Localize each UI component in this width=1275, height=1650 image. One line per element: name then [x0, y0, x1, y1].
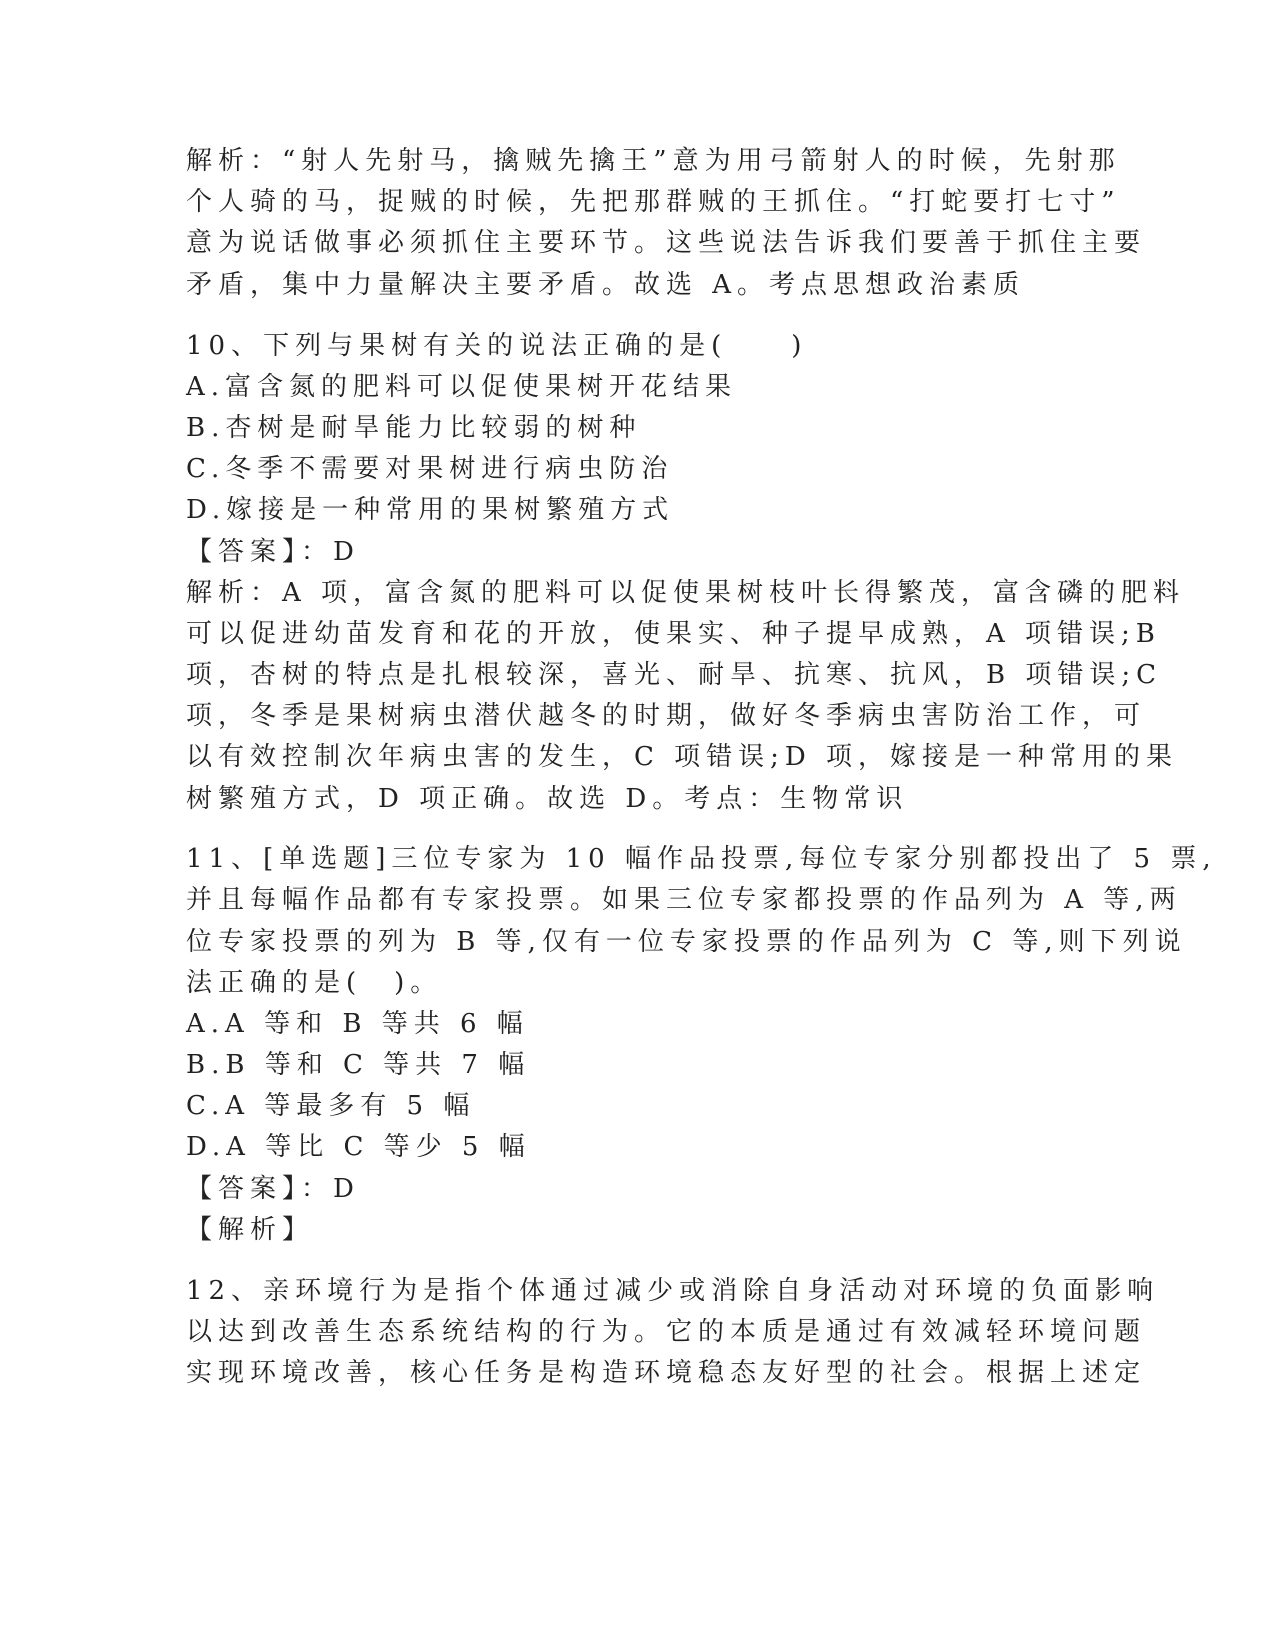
q10-option-a: A.富含氮的肥料可以促使果树开花结果	[186, 372, 738, 402]
q10-analysis-line-3: 项，杏树的特点是扎根较深，喜光、耐旱、抗寒、抗风，B 项错误;C	[186, 660, 1163, 690]
q9-analysis-line-3: 意为说话做事必须抓住主要环节。这些说法告诉我们要善于抓住主要	[186, 228, 1147, 258]
q11-option-d: D.A 等比 C 等少 5 幅	[186, 1132, 531, 1162]
q10-option-d: D.嫁接是一种常用的果树繁殖方式	[186, 495, 675, 525]
q11-option-c: C.A 等最多有 5 幅	[186, 1091, 476, 1121]
q11-stem-line-4: 法正确的是( )。	[186, 968, 443, 998]
q12-stem-line-3: 实现环境改善，核心任务是构造环境稳态友好型的社会。根据上述定	[186, 1358, 1147, 1388]
q10-answer: 【答案】：D	[186, 537, 360, 567]
q9-analysis-line-2: 个人骑的马，捉贼的时候，先把那群贼的王抓住。“打蛇要打七寸”	[186, 187, 1121, 217]
q11-stem-line-2: 并且每幅作品都有专家投票。如果三位专家都投票的作品列为 A 等,两	[186, 885, 1182, 915]
q9-analysis-line-4: 矛盾，集中力量解决主要矛盾。故选 A。考点思想政治素质	[186, 270, 1026, 300]
q10-option-b: B.杏树是耐旱能力比较弱的树种	[186, 413, 642, 443]
q10-analysis-line-2: 可以促进幼苗发育和花的开放，使果实、种子提早成熟，A 项错误;B	[186, 619, 1161, 649]
q11-stem-line-1: 11、[单选题]三位专家为 10 幅作品投票,每位专家分别都投出了 5 票,	[186, 844, 1217, 874]
q11-option-a: A.A 等和 B 等共 6 幅	[186, 1009, 529, 1039]
q10-option-c: C.冬季不需要对果树进行病虫防治	[186, 454, 674, 484]
q10-analysis-line-4: 项，冬季是果树病虫潜伏越冬的时期，做好冬季病虫害防治工作，可	[186, 701, 1147, 731]
q10-analysis-line-5: 以有效控制次年病虫害的发生，C 项错误;D 项，嫁接是一种常用的果	[186, 742, 1179, 772]
q10-analysis-line-6: 树繁殖方式，D 项正确。故选 D。考点：生物常识	[186, 784, 909, 814]
q11-answer: 【答案】：D	[186, 1174, 360, 1204]
q9-analysis-line-1: 解析：“射人先射马，擒贼先擒王”意为用弓箭射人的时候，先射那	[186, 146, 1121, 176]
q11-option-b: B.B 等和 C 等共 7 幅	[186, 1050, 531, 1080]
q12-stem-line-2: 以达到改善生态系统结构的行为。它的本质是通过有效减轻环境问题	[186, 1317, 1147, 1347]
q11-stem-line-3: 位专家投票的列为 B 等,仅有一位专家投票的作品列为 C 等,则下列说	[186, 927, 1187, 957]
q11-analysis-label: 【解析】	[186, 1215, 315, 1245]
q10-stem: 10、下列与果树有关的说法正确的是( )	[186, 331, 808, 361]
q10-analysis-line-1: 解析：A 项，富含氮的肥料可以促使果树枝叶长得繁茂，富含磷的肥料	[186, 578, 1186, 608]
q12-stem-line-1: 12、亲环境行为是指个体通过减少或消除自身活动对环境的负面影响	[186, 1276, 1160, 1306]
